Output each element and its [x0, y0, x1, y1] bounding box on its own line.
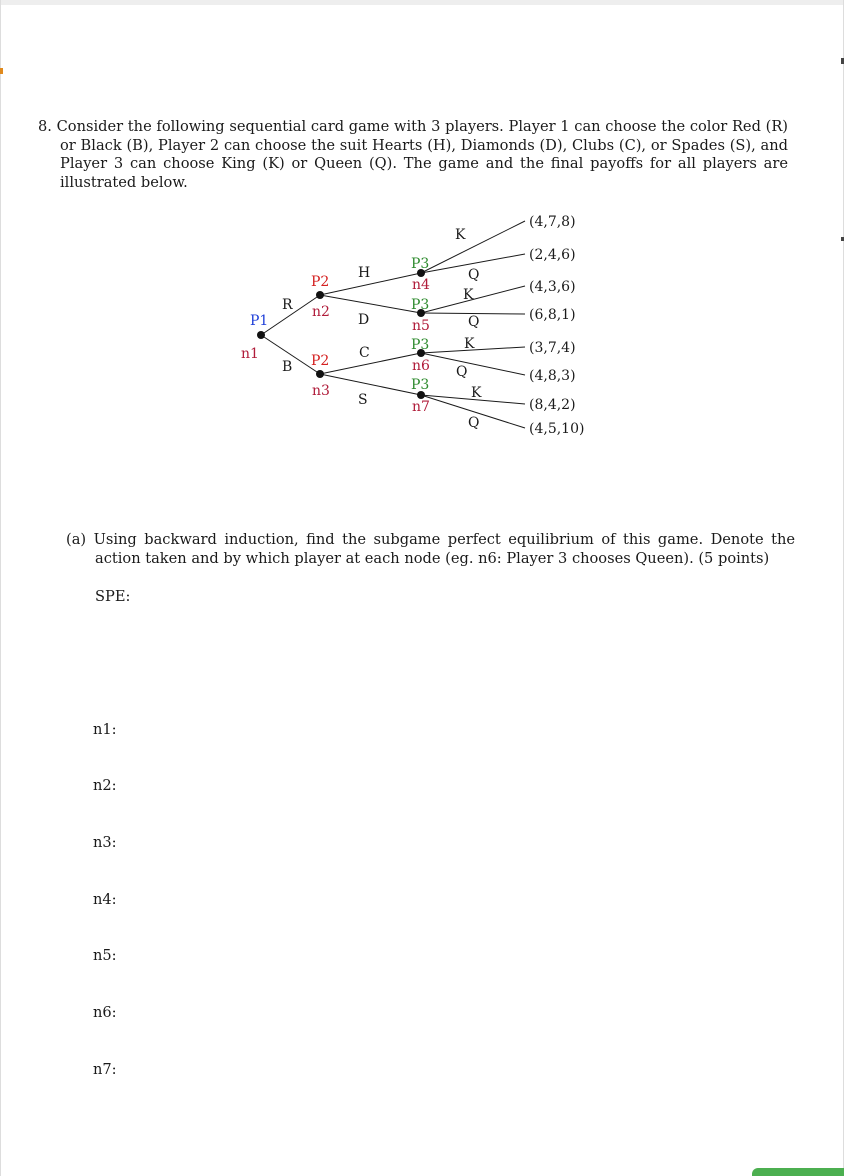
part-a-prompt: (a) Using backward induction, find the subgame perfect equilibrium of this game. Denote the action taken and by which player at each node (eg. n6: Player 3 chooses Queen). (5 points) — [66, 531, 795, 567]
player-label-p1: P1 — [250, 313, 269, 329]
answer-label-n6: n6: — [93, 1004, 117, 1021]
spe-label: SPE: — [95, 588, 131, 605]
answer-label-n3: n3: — [93, 834, 117, 851]
payoff-8: (4,5,10) — [529, 421, 585, 437]
edge-S — [320, 374, 421, 395]
action-label-n4-K: K — [455, 227, 466, 243]
action-label-R: R — [282, 297, 293, 313]
payoff-3: (4,3,6) — [529, 279, 576, 295]
player-label-p2-n3: P2 — [311, 353, 330, 369]
action-label-n6-K: K — [464, 336, 475, 352]
action-label-C: C — [359, 345, 370, 361]
edge-C — [320, 353, 421, 374]
node-label-n4: n4 — [412, 277, 430, 293]
player-label-p3-n6: P3 — [411, 337, 430, 353]
game-tree-diagram — [0, 0, 844, 480]
node-n1-dot — [257, 331, 265, 339]
edge-n4-K — [421, 221, 525, 273]
node-label-n1: n1 — [241, 346, 259, 362]
action-label-H: H — [358, 265, 371, 281]
edge-D — [320, 295, 421, 313]
node-label-n3: n3 — [312, 383, 330, 399]
node-label-n7: n7 — [412, 399, 430, 415]
question-text: 8. Consider the following sequential card game with 3 players. Player 1 can choose the color Red (R) or Black (B), Player 2 can choose the suit Hearts (H), Diamonds (D), Clubs (C), or Spades (S), and Player 3 can choose King (K) or Queen (Q). The game and the final payoffs for all players are illustrated below. — [38, 118, 788, 191]
node-n3-dot — [316, 370, 324, 378]
action-label-n6-Q: Q — [456, 364, 468, 380]
action-label-D: D — [358, 312, 370, 328]
payoff-4: (6,8,1) — [529, 307, 576, 323]
action-label-n7-Q: Q — [468, 415, 480, 431]
payoff-6: (4,8,3) — [529, 368, 576, 384]
player-label-p3-n5: P3 — [411, 297, 430, 313]
tree-edges — [261, 221, 525, 428]
action-label-n7-K: K — [471, 385, 482, 401]
answer-label-n5: n5: — [93, 947, 117, 964]
player-label-p3-n7: P3 — [411, 377, 430, 393]
node-n2-dot — [316, 291, 324, 299]
edge-n6-Q — [421, 353, 525, 375]
node-label-n5: n5 — [412, 318, 430, 334]
node-label-n2: n2 — [312, 304, 330, 320]
answer-label-n4: n4: — [93, 891, 117, 908]
action-label-n5-K: K — [463, 287, 474, 303]
action-label-n5-Q: Q — [468, 314, 480, 330]
action-label-B: B — [282, 359, 293, 375]
corner-action-button[interactable] — [752, 1168, 844, 1176]
payoff-5: (3,7,4) — [529, 340, 576, 356]
action-label-S: S — [358, 392, 368, 408]
payoff-7: (8,4,2) — [529, 397, 576, 413]
action-label-n4-Q: Q — [468, 267, 480, 283]
answer-label-n7: n7: — [93, 1061, 117, 1078]
answer-label-n2: n2: — [93, 777, 117, 794]
payoff-2: (2,4,6) — [529, 247, 576, 263]
payoff-1: (4,7,8) — [529, 214, 576, 230]
node-label-n6: n6 — [412, 358, 430, 374]
player-label-p2-n2: P2 — [311, 274, 330, 290]
answer-label-n1: n1: — [93, 721, 117, 738]
player-label-p3-n4: P3 — [411, 256, 430, 272]
edge-H — [320, 273, 421, 295]
tree-nodes — [257, 269, 425, 399]
